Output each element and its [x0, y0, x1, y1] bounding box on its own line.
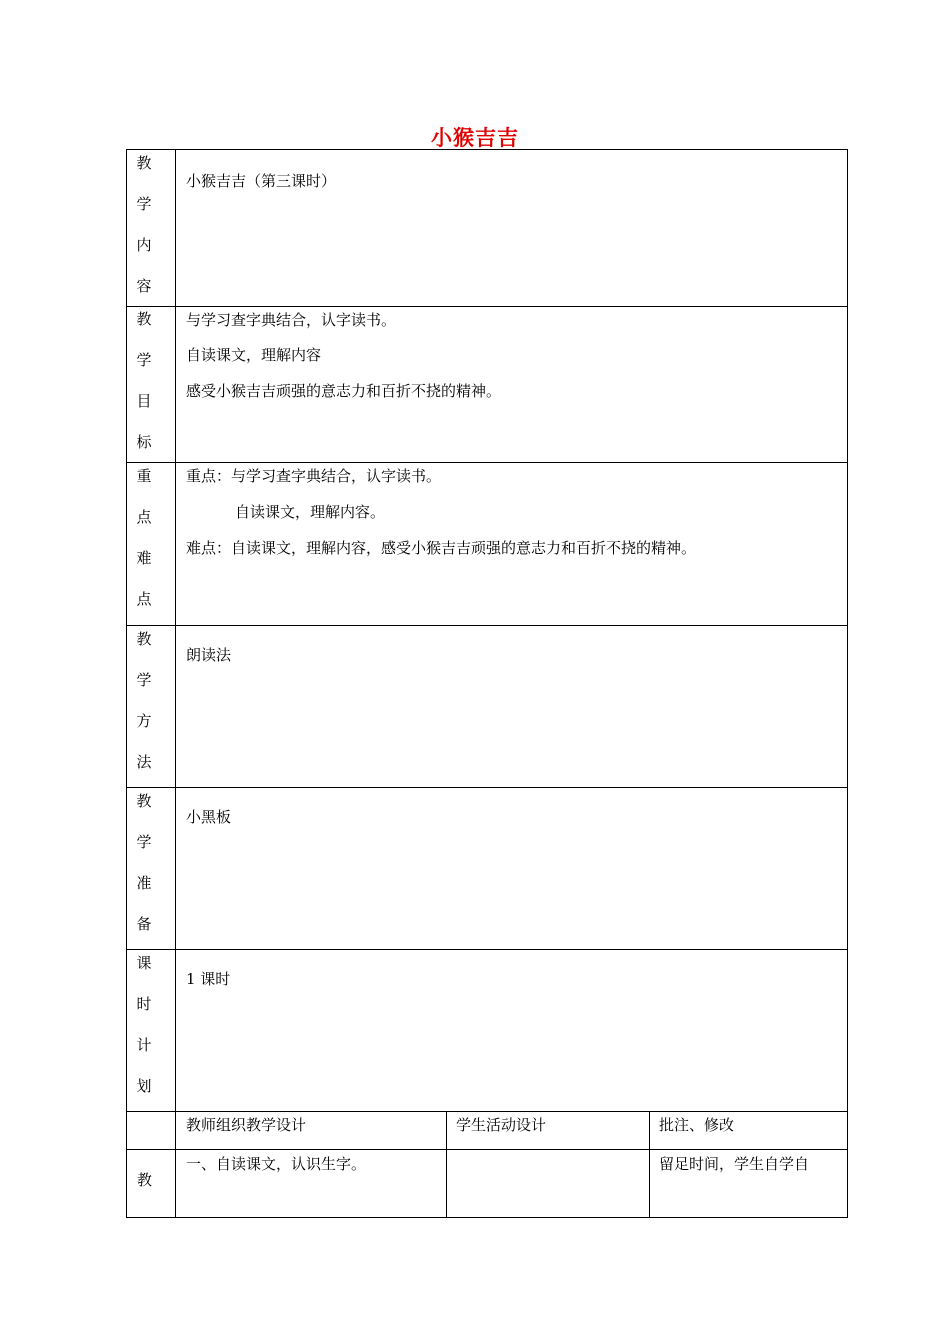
row-label-schedule: 课 时 计 划 — [136, 954, 152, 1095]
row-divider — [126, 1149, 848, 1150]
row-label-content: 教 学 内 容 — [136, 154, 152, 295]
key-point-line: 自读课文，理解内容。 — [235, 503, 386, 521]
row-label-key-points: 重 点 难 点 — [136, 467, 152, 608]
design-row-label: 教 — [137, 1171, 153, 1189]
row-divider — [126, 1111, 848, 1112]
teacher-design-header: 教师组织教学设计 — [186, 1116, 307, 1134]
row-divider — [126, 625, 848, 626]
label-column-divider — [175, 149, 176, 1218]
preparation-text: 小黑板 — [186, 808, 232, 826]
row-label-preparation: 教 学 准 备 — [136, 792, 152, 933]
methods-text: 朗读法 — [186, 646, 232, 664]
content-text: 小猴吉吉（第三课时） — [186, 172, 337, 190]
column-divider — [649, 1111, 650, 1218]
row-divider — [126, 462, 848, 463]
row-label-methods: 教 学 方 法 — [136, 630, 152, 771]
difficulty-line: 难点：自读课文，理解内容，感受小猴吉吉顽强的意志力和百折不挠的精神。 — [186, 539, 697, 557]
student-activity-header: 学生活动设计 — [456, 1116, 547, 1134]
goal-line: 自读课文，理解内容 — [186, 346, 322, 364]
row-divider — [126, 306, 848, 307]
notes-text: 留足时间，学生自学自 — [659, 1155, 810, 1173]
key-point-line: 重点：与学习查字典结合，认字读书。 — [186, 467, 442, 485]
row-divider — [126, 949, 848, 950]
document-title: 小猴吉吉 — [431, 126, 519, 150]
row-label-goals: 教 学 目 标 — [136, 310, 152, 451]
schedule-text: 1 课时 — [186, 970, 231, 988]
teacher-design-text: 一、自读课文，认识生字。 — [186, 1155, 367, 1173]
notes-header: 批注、修改 — [659, 1116, 735, 1134]
goal-line: 感受小猴吉吉顽强的意志力和百折不挠的精神。 — [186, 382, 502, 400]
goal-line: 与学习查字典结合，认字读书。 — [186, 311, 397, 329]
row-divider — [126, 787, 848, 788]
column-divider — [446, 1111, 447, 1218]
